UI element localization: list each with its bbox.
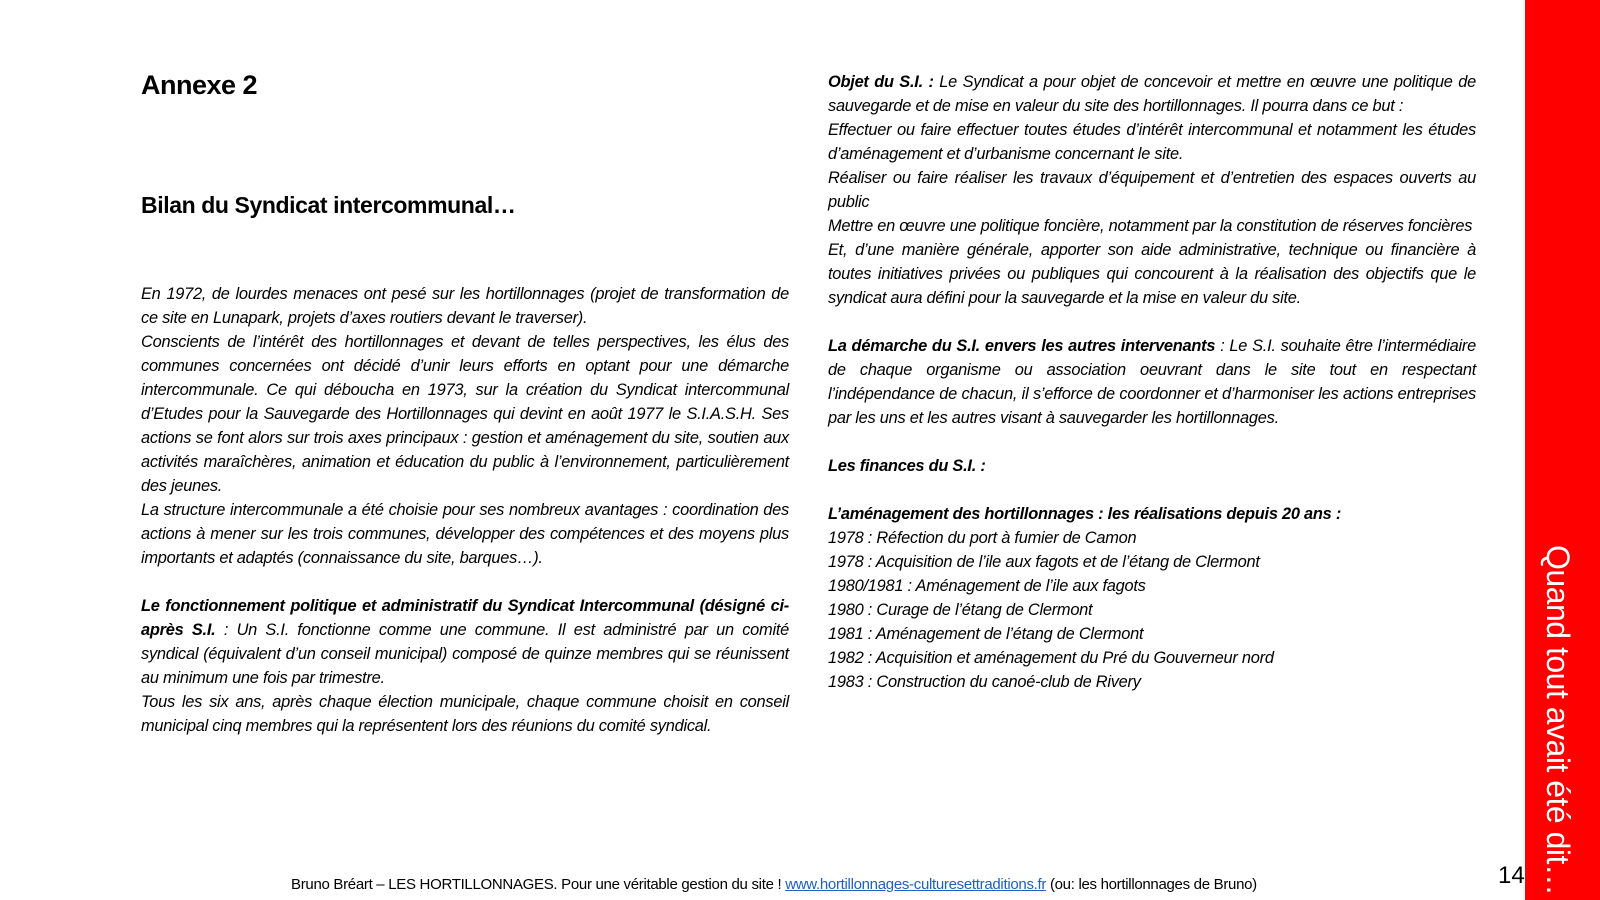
timeline-item: 1980/1981 : Aménagement de l’ile aux fagots bbox=[828, 577, 1146, 595]
objet-text: Le Syndicat a pour objet de concevoir et mettre en œuvre une politique de sauvegarde et de mise en valeur du site des hortillonnages. Il pourra dans ce but : bbox=[828, 73, 1476, 115]
footer-prefix: Bruno Bréart – LES HORTILLONNAGES. Pour une véritable gestion du site ! bbox=[291, 876, 786, 893]
objet-item: Réaliser ou faire réaliser les travaux d’équipement et d’entretien des espaces ouverts au public bbox=[828, 169, 1476, 211]
timeline-item: 1983 : Construction du canoé-club de Rivery bbox=[828, 673, 1141, 691]
right-column bbox=[828, 70, 1476, 694]
demarche-text: : Le S.I. souhaite être l’intermédiaire de chaque organisme ou association oeuvrant dans le site tout en respectant l’indépendance de chacun, il s’efforce de coordonner et d’harmoniser les actions entreprises par les uns et les autres visant à sauvegarder les hortillonnages. bbox=[828, 337, 1476, 427]
fonctionnement-heading: Le fonctionnement politique et administratif du Syndicat Intercommunal (désigné ci-après S.I. bbox=[141, 597, 789, 639]
finances-heading bbox=[828, 454, 1476, 478]
page-number: 14 bbox=[1498, 862, 1525, 889]
paragraph-fonctionnement bbox=[141, 594, 789, 690]
timeline-item: 1978 : Acquisition de l’ile aux fagots et de l’étang de Clermont bbox=[828, 553, 1260, 571]
finances-label: Les finances du S.I. : bbox=[828, 457, 986, 475]
paragraph-history: En 1972, de lourdes menaces ont pesé sur les hortillonnages (projet de transformation de ce site en Lunapark, projets d’axes routiers devant le traverser). bbox=[141, 285, 789, 327]
timeline-item: 1978 : Réfection du port à fumier de Camon bbox=[828, 529, 1137, 547]
objet-heading: Objet du S.I. : bbox=[828, 73, 934, 91]
amenagement-heading bbox=[828, 502, 1476, 526]
section-subtitle: Bilan du Syndicat intercommunal… bbox=[141, 192, 516, 218]
fonctionnement-text: : Un S.I. fonctionne comme une commune. Il est administré par un comité syndical (équivalent d’un conseil municipal) composé de quinze membres qui se réunissent au minimum une fois par trimestre. bbox=[141, 621, 790, 687]
page-title: Annexe 2 bbox=[141, 70, 258, 100]
demarche-heading: La démarche du S.I. envers les autres intervenants bbox=[828, 337, 1216, 355]
timeline-item: 1981 : Aménagement de l’étang de Clermont bbox=[828, 625, 1144, 643]
footer bbox=[291, 876, 1257, 893]
footer-suffix: (ou: les hortillonnages de Bruno) bbox=[1046, 876, 1257, 893]
objet-item: Mettre en œuvre une politique foncière, notamment par la constitution de réserves foncières bbox=[828, 217, 1473, 235]
paragraph-elections: Tous les six ans, après chaque élection municipale, chaque commune choisit en conseil municipal cinq membres qui la représentent lors des réunions du comité syndical. bbox=[141, 693, 789, 735]
timeline-item: 1982 : Acquisition et aménagement du Pré du Gouverneur nord bbox=[828, 649, 1274, 667]
sidebar-caption: Quand tout avait été dit… bbox=[1540, 545, 1576, 896]
timeline-item: 1980 : Curage de l’étang de Clermont bbox=[828, 601, 1093, 619]
paragraph-demarche bbox=[828, 334, 1476, 430]
paragraph-objet bbox=[828, 70, 1476, 118]
amenagement-label: L’aménagement des hortillonnages : les réalisations depuis 20 ans : bbox=[828, 505, 1342, 523]
paragraph-elus: Conscients de l’intérêt des hortillonnages et devant de telles perspectives, les élus des communes concernées ont décidé d’unir leurs efforts en optant pour une démarche intercommunale. Ce qui déboucha en 1973, sur la création du Syndicat intercommunal d’Etudes pour la Sauvegarde des Hortillonnages qui devint en août 1977 le S.I.A.S.H. Ses actions se font alors sur trois axes principaux : gestion et aménagement du site, soutien aux activités maraîchères, animation et éducation du public à l’environnement, particulièrement des jeunes. bbox=[141, 333, 789, 495]
objet-item: Et, d’une manière générale, apporter son aide administrative, technique ou financière à toutes initiatives privées ou publiques qui concourent à la réalisation des objectifs que le syndicat aura défini pour la sauvegarde et la mise en valeur du site. bbox=[828, 241, 1476, 307]
objet-item: Effectuer ou faire effectuer toutes études d’intérêt intercommunal et notamment les études d’aménagement et d’urbanisme concernant le site. bbox=[828, 121, 1476, 163]
left-column bbox=[141, 282, 789, 738]
paragraph-structure: La structure intercommunale a été choisie pour ses nombreux avantages : coordination des actions à mener sur les trois communes, développer des compétences et des moyens plus importants et adaptés (connaissance du site, barques…). bbox=[141, 501, 789, 567]
footer-link[interactable]: www.hortillonnages-culturesettraditions.fr bbox=[785, 876, 1047, 893]
